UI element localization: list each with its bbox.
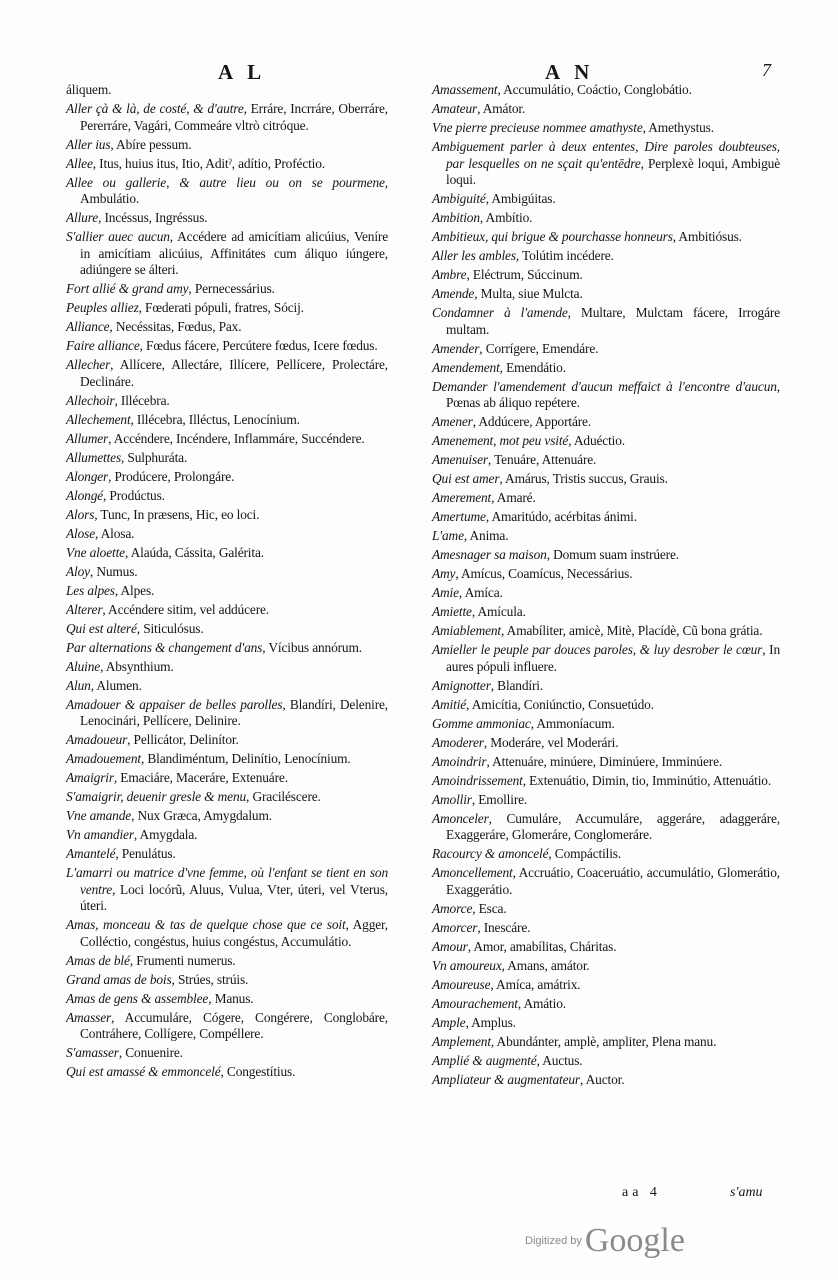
latin-equivalents: , Inescáre. (477, 919, 531, 935)
dictionary-entry (432, 865, 780, 898)
latin-equivalents: , Alpes. (114, 582, 155, 598)
dictionary-entry (432, 1072, 780, 1089)
dictionary-entry (66, 101, 388, 134)
latin-equivalents: , Emaciáre, Maceráre, Extenuáre. (113, 770, 288, 785)
dictionary-entry (432, 735, 780, 752)
dictionary-entry (66, 281, 388, 298)
french-headword: Alliance (66, 319, 110, 334)
dictionary-entry (432, 414, 780, 431)
french-headword: Vn amandier (66, 827, 134, 842)
dictionary-entry (432, 101, 780, 118)
french-headword: Amie (432, 585, 459, 600)
dictionary-entry (432, 1034, 780, 1051)
latin-equivalents: , Siticulósus. (136, 620, 204, 636)
latin-equivalents: , In aures pópuli influere. (446, 642, 780, 674)
french-headword: Qui est alteré (66, 620, 137, 636)
dictionary-entry (432, 754, 780, 771)
watermark-prefix: Digitized by (525, 1235, 582, 1247)
french-headword: Allechement (66, 411, 131, 427)
dictionary-entry (432, 490, 780, 507)
dictionary-entry (66, 991, 388, 1008)
french-headword: Amiablement (432, 623, 502, 638)
dictionary-entry (432, 811, 780, 844)
latin-equivalents: , Blandíri. (490, 677, 544, 693)
dictionary-entry (66, 789, 388, 806)
latin-equivalents: , Amplus. (465, 1014, 516, 1030)
latin-equivalents: , Penulátus. (115, 846, 176, 861)
french-headword: Par alternations & changement d'ans (66, 639, 263, 655)
french-headword: Peuples alliez (66, 300, 139, 315)
latin-equivalents: , Tunc, In præsens, Hic, eo loci. (94, 506, 260, 522)
dictionary-entry (66, 175, 388, 208)
dictionary-entry (66, 319, 388, 336)
dictionary-entry (66, 865, 388, 915)
dictionary-entry (66, 450, 388, 467)
latin-equivalents: , Nux Græca, Amygdalum. (131, 808, 272, 823)
dictionary-entry (66, 1064, 388, 1081)
french-headword: Alors (66, 506, 95, 522)
dictionary-entry (432, 210, 780, 227)
french-headword: Amas de blé (66, 952, 130, 968)
latin-equivalents: , Conuenire. (118, 1045, 183, 1060)
latin-equivalents: , Amícula. (471, 604, 526, 619)
french-headword: Gomme ammoniac (432, 715, 531, 731)
dictionary-entry (432, 379, 780, 412)
dictionary-entry (432, 528, 780, 545)
latin-equivalents: , Alosa. (95, 525, 135, 541)
dictionary-entry (432, 623, 780, 640)
latin-equivalents: áliquem. (66, 82, 112, 97)
latin-equivalents: , Emendátio. (499, 359, 566, 375)
latin-equivalents: , Illécebra, Illéctus, Lenocínium. (130, 411, 300, 427)
latin-equivalents: , Extenuátio, Dimin, tio, Imminútio, Attenuátio. (522, 772, 772, 788)
french-headword: Allumer (66, 430, 109, 446)
latin-equivalents: , Vícibus annórum. (262, 639, 362, 655)
latin-equivalents: , Loci locórũ, Aluus, Vulua, Vter, úteri, vel Vterus, úteri. (80, 881, 388, 913)
french-headword: Ambition (432, 210, 480, 225)
french-headword: Faire alliance (66, 338, 140, 353)
dictionary-entry (432, 433, 780, 450)
french-headword: Allumettes (66, 449, 122, 465)
dictionary-entry (66, 732, 388, 749)
french-headword: Ambitieux, qui brigue & pourchasse honneurs (432, 229, 673, 244)
dictionary-entry (66, 1010, 388, 1043)
latin-equivalents: , Accéndere, Incéndere, Inflammáre, Succéndere. (108, 430, 365, 446)
dictionary-entry (432, 229, 780, 246)
french-headword: L'amarri ou matrice d'vne femme, où l'enfant se tient en son ventre (66, 865, 388, 897)
french-headword: Amas de gens & assemblee (66, 990, 209, 1006)
dictionary-entry (432, 1015, 780, 1032)
dictionary-entry (66, 300, 388, 317)
french-headword: Amantelé (66, 846, 116, 861)
dictionary-entry (66, 156, 388, 173)
latin-equivalents: , Accédere ad amicítiam alicúius, Veníre in amicítiam alicúius, Affinitátes cum áliquo iúngere, adiúngere se álteri. (80, 229, 388, 277)
french-headword: Amour (432, 938, 468, 954)
french-headword: L'ame (432, 528, 464, 543)
french-headword: Allure (66, 210, 99, 225)
dictionary-entry (432, 585, 780, 602)
french-headword: Allee ou gallerie, & autre lieu ou on se pourmene (66, 174, 385, 190)
french-headword: S'amasser (66, 1045, 119, 1060)
latin-equivalents: , Prodúcere, Prolongáre. (108, 468, 235, 484)
dictionary-entry (432, 958, 780, 975)
french-headword: S'allier auec aucun (66, 229, 170, 244)
french-headword: Condamner à l'amende (432, 305, 568, 320)
latin-equivalents: , Ambulátio. (80, 174, 388, 206)
latin-equivalents: , Emollire. (471, 791, 528, 807)
latin-equivalents: , Graciléscere. (246, 789, 321, 804)
dictionary-entry (432, 773, 780, 790)
french-headword: Amplement (432, 1033, 491, 1049)
running-head-left: AL (218, 60, 276, 84)
latin-equivalents: , Abundánter, amplè, ampliter, Plena manu. (490, 1033, 717, 1049)
french-headword: Alongé (66, 487, 104, 503)
dictionary-entry (66, 393, 388, 410)
latin-equivalents: , Attenuáre, minúere, Diminúere, Imminúere. (486, 753, 723, 769)
latin-equivalents: , Allícere, Allectáre, Illícere, Pellícere, Prolectáre, Declináre. (80, 357, 388, 389)
latin-equivalents: , Alaúda, Cássita, Galérita. (124, 544, 264, 560)
french-headword: Amy (432, 566, 456, 581)
french-headword: Amollir (432, 791, 472, 807)
dictionary-entry (66, 545, 388, 562)
dictionary-entry (66, 846, 388, 863)
dictionary-entry (66, 808, 388, 825)
dictionary-entry (66, 917, 388, 950)
latin-equivalents: , Blandíri, Delenire, Lenocinári, Pellícere, Delinire. (80, 696, 389, 728)
french-headword: Alterer (66, 601, 103, 617)
french-headword: Amener (432, 414, 473, 429)
dictionary-entry (432, 267, 780, 284)
latin-equivalents: , Amátio. (517, 995, 566, 1011)
latin-equivalents: , Blandiméntum, Delinítio, Lenocínium. (140, 751, 351, 766)
french-headword: Amerement (432, 490, 492, 505)
dictionary-entry (432, 939, 780, 956)
french-headword: Amoindrissement (432, 772, 523, 788)
latin-equivalents: , Pœnas ab áliquo repétere. (446, 378, 780, 410)
french-headword: Amenement, mot peu vsité (432, 433, 569, 448)
french-headword: Allee (66, 155, 93, 171)
french-headword: Amesnager sa maison (432, 547, 547, 562)
dictionary-entry (66, 602, 388, 619)
dictionary-entry (432, 920, 780, 937)
latin-equivalents: , Alumen. (90, 677, 142, 693)
dictionary-entry (66, 659, 388, 676)
latin-equivalents: , Addúcere, Apportáre. (472, 414, 592, 429)
latin-equivalents: , Moderáre, vel Moderári. (483, 734, 619, 750)
french-headword: Ambiguité (432, 191, 486, 206)
dictionary-entry (432, 977, 780, 994)
latin-equivalents: , Itus, huius itus, Itio, Aditˀ, adítio, Proféctio. (92, 155, 325, 171)
latin-equivalents: , Agger, Colléctio, congéstus, huius congéstus, Accumulátio. (80, 917, 389, 949)
french-headword: Amoureuse (432, 976, 491, 992)
french-headword: Ambiguement parler à deux ententes, Dire paroles doubteuses, par lesquelles on ne sçait qu'entēdre (432, 139, 780, 171)
dictionary-entry (432, 248, 780, 265)
dictionary-entry (432, 286, 780, 303)
french-headword: Amadoueur (66, 732, 128, 747)
dictionary-entry (66, 210, 388, 227)
latin-equivalents: , Accumulátio, Coáctio, Conglobátio. (497, 82, 692, 97)
french-headword: Qui est amassé & emmoncelé (66, 1064, 221, 1079)
french-headword: Amas, monceau & tas de quelque chose que ce soit (66, 917, 346, 932)
dictionary-entry (432, 471, 780, 488)
dictionary-entry (432, 341, 780, 358)
latin-equivalents: , Pernecessárius. (188, 281, 275, 296)
dictionary-entry (66, 412, 388, 429)
french-headword: Amorce (432, 900, 473, 916)
dictionary-entry (432, 846, 780, 863)
french-headword: Amorcer (432, 919, 478, 935)
dictionary-entry (432, 509, 780, 526)
latin-equivalents: , Accruátio, Coaceruátio, accumulátio, Glomerátio, Exaggerátio. (446, 865, 780, 897)
dictionary-entry (432, 566, 780, 583)
latin-equivalents: , Amárus, Tristis succus, Grauis. (499, 471, 668, 486)
dictionary-entry (432, 678, 780, 695)
dictionary-entry (66, 229, 388, 279)
latin-equivalents: , Absynthium. (100, 658, 174, 674)
page-number: 7 (762, 60, 771, 80)
french-headword: Amendement (432, 359, 500, 375)
dictionary-entry (66, 827, 388, 844)
latin-equivalents: , Anima. (463, 528, 509, 543)
french-headword: Vne pierre precieuse nommee amathyste (432, 120, 643, 135)
latin-equivalents: , Amygdala. (133, 827, 198, 842)
dictionary-entry (432, 452, 780, 469)
latin-equivalents: , Amíca, amátrix. (490, 976, 581, 992)
latin-equivalents: , Pellicátor, Delinítor. (127, 732, 239, 747)
dictionary-entry (432, 792, 780, 809)
latin-equivalents: , Multare, Mulctam fácere, Irrogáre multam. (446, 305, 780, 337)
latin-equivalents: , Prodúctus. (103, 487, 165, 503)
dictionary-entry (432, 996, 780, 1013)
french-headword: Amiette (432, 604, 472, 619)
latin-equivalents: , Ammoníacum. (530, 715, 615, 731)
latin-equivalents: , Illécebra. (114, 392, 170, 408)
french-headword: Amitié (432, 696, 467, 712)
latin-equivalents: , Amíca. (458, 585, 503, 600)
french-headword: Ampliateur & augmentateur (432, 1071, 580, 1087)
latin-equivalents: , Incéssus, Ingréssus. (98, 210, 208, 225)
running-head-right: AN (545, 60, 604, 84)
latin-equivalents: , Manus. (208, 990, 254, 1006)
french-headword: Amadouer & appaiser de belles parolles (66, 696, 283, 712)
french-headword: Qui est amer (432, 471, 500, 486)
french-headword: Amertume (432, 509, 486, 524)
french-headword: Ambre (432, 267, 467, 282)
latin-equivalents: , Aduéctio. (568, 433, 625, 448)
dictionary-entry (66, 953, 388, 970)
latin-equivalents: , Esca. (472, 900, 507, 916)
latin-equivalents: , Ambitiósus. (672, 229, 742, 244)
dictionary-entry (66, 583, 388, 600)
french-headword: Aloy (66, 563, 90, 579)
latin-equivalents: , Amaritúdo, acérbitas ánimi. (485, 509, 637, 524)
latin-equivalents: , Sulphuráta. (121, 449, 188, 465)
dictionary-entry (66, 137, 388, 154)
left-column (66, 82, 388, 1083)
french-headword: Aller çà & là, de costé, & d'autre (66, 101, 244, 116)
latin-equivalents: , Amícus, Coamícus, Necessárius. (455, 566, 633, 581)
latin-equivalents: , Amans, amátor. (501, 957, 590, 973)
french-headword: Alonger (66, 468, 109, 484)
latin-equivalents: , Accéndere sitim, vel addúcere. (102, 601, 269, 617)
french-headword: Amadouement (66, 751, 141, 766)
french-headword: Allechoir (66, 392, 115, 408)
dictionary-entry (66, 82, 388, 99)
dictionary-entry (432, 642, 780, 675)
dictionary-entry (66, 469, 388, 486)
french-headword: Amenuiser (432, 452, 488, 467)
latin-equivalents: , Amethystus. (642, 120, 714, 135)
french-headword: Amaigrir (66, 770, 114, 785)
dictionary-entry (66, 431, 388, 448)
latin-equivalents: , Fœdus fácere, Percútere fœdus, Icere fœdus. (139, 338, 378, 353)
french-headword: Amieller le peuple par douces paroles, & luy desrober le cœur (432, 642, 763, 657)
dictionary-entry (432, 901, 780, 918)
dictionary-entry (66, 621, 388, 638)
latin-equivalents: , Perplexè loqui, Ambiguè loqui. (446, 155, 780, 187)
right-column (432, 82, 780, 1091)
french-headword: Amourachement (432, 995, 518, 1011)
dictionary-entry (66, 770, 388, 787)
latin-equivalents: , Congestítius. (220, 1064, 296, 1079)
dictionary-entry (66, 1045, 388, 1062)
dictionary-entry (432, 604, 780, 621)
french-headword: Amplié & augmenté (432, 1052, 537, 1068)
google-logo: Google (584, 1222, 685, 1259)
latin-equivalents: , Amor, amabílitas, Cháritas. (467, 938, 617, 954)
dictionary-entry (432, 82, 780, 99)
dictionary-entry (432, 305, 780, 338)
latin-equivalents: , Fœderati pópuli, fratres, Sócij. (138, 300, 304, 315)
latin-equivalents: , Corrígere, Emendáre. (479, 340, 599, 356)
latin-equivalents: , Auctor. (580, 1071, 625, 1087)
french-headword: Amende (432, 286, 475, 301)
french-headword: Aller ius (66, 136, 111, 152)
latin-equivalents: , Multa, siue Mulcta. (474, 286, 583, 301)
signature-mark: aa 4 (622, 1185, 661, 1200)
latin-equivalents: , Cumuláre, Accumuláre, aggeráre, adaggeráre, Exaggeráre, Glomeráre, Conglomeráre. (446, 810, 780, 842)
french-headword: Aluine (66, 658, 101, 674)
latin-equivalents: , Amaré. (491, 490, 536, 505)
french-headword: Amignotter (432, 677, 491, 693)
latin-equivalents: , Tolútim incédere. (515, 248, 614, 263)
french-headword: Alose (66, 525, 95, 541)
dictionary-entry (66, 526, 388, 543)
dictionary-entry (432, 360, 780, 377)
digitization-watermark (525, 1222, 685, 1260)
french-headword: S'amaigrir, deuenir gresle & menu (66, 789, 247, 804)
latin-equivalents: , Compáctilis. (548, 846, 622, 861)
dictionary-entry (432, 1053, 780, 1070)
french-headword: Amoderer (432, 734, 484, 750)
french-headword: Alun (66, 677, 91, 693)
dictionary-entry (66, 507, 388, 524)
dictionary-entry (66, 357, 388, 390)
latin-equivalents: , Accumuláre, Cógere, Congérere, Conglobáre, Contráhere, Collígere, Compéllere. (80, 1009, 388, 1041)
latin-equivalents: , Strúes, strúis. (171, 971, 249, 987)
latin-equivalents: , Eléctrum, Súccinum. (466, 267, 583, 282)
dictionary-entry (432, 547, 780, 564)
dictionary-entry (66, 338, 388, 355)
french-headword: Allecher (66, 357, 111, 372)
catchword: s'amu (730, 1185, 763, 1200)
latin-equivalents: , Ambigúitas. (485, 191, 556, 206)
dictionary-entry (432, 139, 780, 189)
french-headword: Amateur (432, 101, 478, 116)
latin-equivalents: , Necéssitas, Fœdus, Pax. (109, 319, 242, 334)
french-headword: Amassement (432, 82, 498, 97)
french-headword: Ample (432, 1014, 466, 1030)
dictionary-entry (432, 716, 780, 733)
dictionary-entry (432, 191, 780, 208)
dictionary-entry (66, 751, 388, 768)
french-headword: Racourcy & amoncelé (432, 846, 549, 861)
french-headword: Amoncellement (432, 865, 513, 880)
latin-equivalents: , Amabíliter, amicè, Mitè, Placídè, Cũ bona grátia. (501, 623, 763, 638)
french-headword: Vne aloette (66, 544, 125, 560)
latin-equivalents: , Ambítio. (479, 210, 533, 225)
dictionary-entry (66, 697, 388, 730)
dictionary-entry (66, 678, 388, 695)
french-headword: Grand amas de bois (66, 971, 172, 987)
french-headword: Amender (432, 340, 480, 356)
latin-equivalents: , Frumenti numerus. (129, 952, 236, 968)
french-headword: Les alpes (66, 582, 115, 598)
latin-equivalents: , Numus. (89, 563, 138, 579)
latin-equivalents: , Tenuáre, Attenuáre. (487, 452, 597, 467)
latin-equivalents: , Domum suam instrúere. (546, 547, 679, 562)
french-headword: Amasser (66, 1009, 112, 1025)
french-headword: Amoindrir (432, 753, 487, 769)
french-headword: Vn amoureux (432, 957, 502, 973)
latin-equivalents: , Abíre pessum. (110, 136, 192, 152)
latin-equivalents: , Amátor. (477, 101, 526, 116)
latin-equivalents: , Amicítia, Coniúnctio, Consuetúdo. (466, 696, 654, 712)
french-headword: Amonceler (432, 810, 489, 826)
latin-equivalents: , Erráre, Incrráre, Oberráre, Pererráre, Vagári, Commeáre vltrò citróque. (80, 101, 388, 133)
dictionary-entry (66, 488, 388, 505)
dictionary-entry (66, 972, 388, 989)
french-headword: Fort allié & grand amy (66, 281, 189, 296)
dictionary-entry (66, 640, 388, 657)
dictionary-entry (432, 697, 780, 714)
dictionary-entry (432, 120, 780, 137)
french-headword: Aller les ambles (432, 248, 516, 263)
french-headword: Vne amande (66, 808, 132, 823)
latin-equivalents: , Auctus. (536, 1052, 583, 1068)
dictionary-entry (66, 564, 388, 581)
french-headword: Demander l'amendement d'aucun meffaict à l'encontre d'aucun (432, 378, 777, 394)
